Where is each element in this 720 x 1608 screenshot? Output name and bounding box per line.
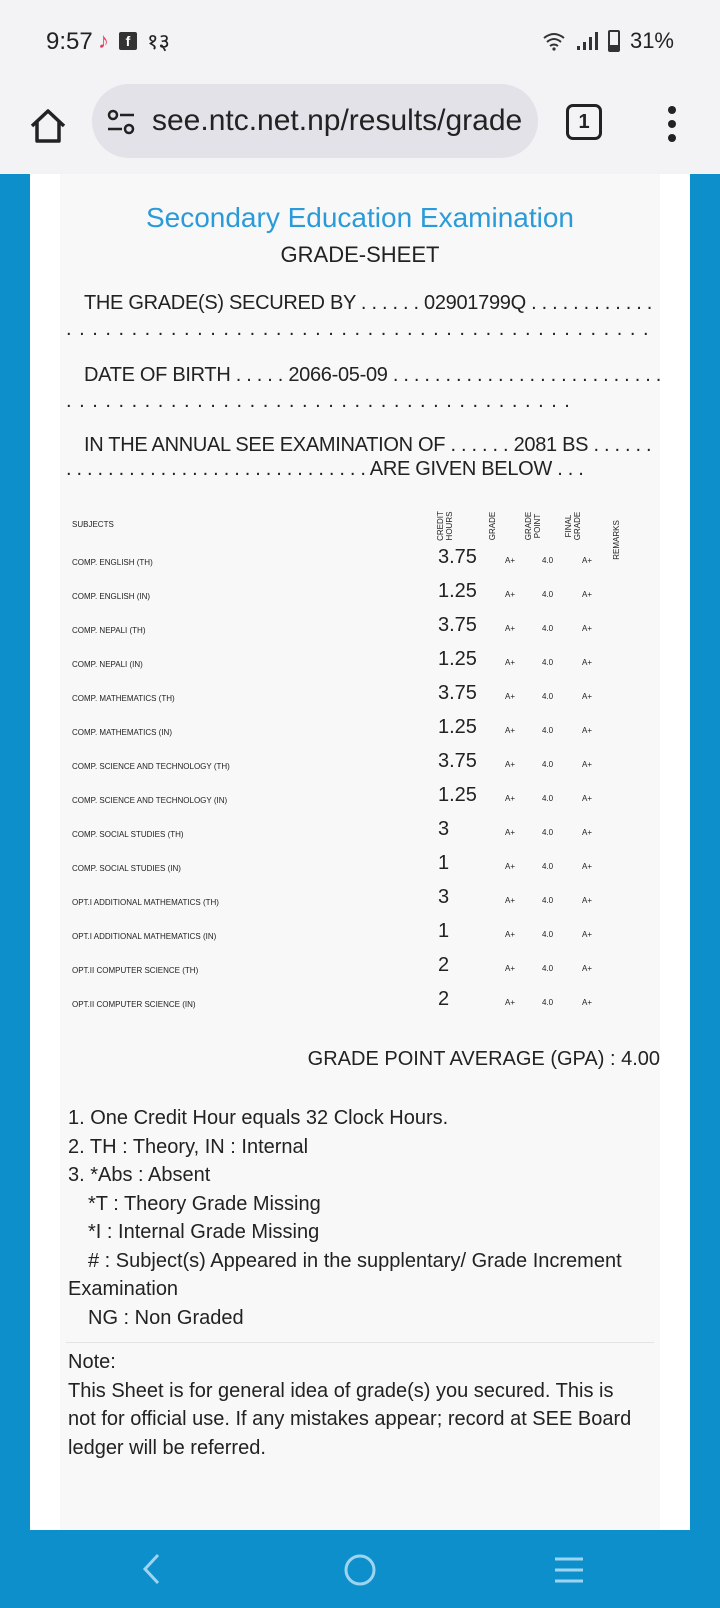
secured-by-label: THE GRADE(S) SECURED BY: [84, 292, 356, 314]
legend-line: Examination: [68, 1278, 179, 1300]
gpa-summary: GRADE POINT AVERAGE (GPA) : 4.00: [307, 1048, 660, 1070]
final-grade: A+: [582, 624, 593, 633]
grade-point: 4.0: [542, 964, 554, 973]
exam-year: 2081 BS: [513, 434, 589, 456]
table-row: [72, 616, 652, 650]
final-grade: A+: [582, 828, 593, 837]
final-grade: A+: [582, 726, 593, 735]
grade: A+: [505, 726, 516, 735]
dob-label: DATE OF BIRTH: [84, 364, 231, 386]
subject-name: COMP. SCIENCE AND TECHNOLOGY (TH): [72, 762, 230, 771]
grade: A+: [505, 862, 516, 871]
symbol-number: 02901799Q: [424, 292, 526, 314]
table-row: [72, 786, 652, 820]
credit-hours: 2: [438, 954, 450, 976]
disclaimer-note: [68, 1348, 643, 1462]
given-below-text: ARE GIVEN BELOW: [369, 458, 553, 480]
dob-line: DATE OF BIRTH . . . . . 2066-05-09 . . . . . . . . . . . . . . . . . . . . . . . . . .: [84, 364, 661, 386]
dotted-line: . . . . . . . . . . . . . . . . . . . . . . . . . . . . . . . . . . . . . . .: [66, 390, 571, 412]
table-row: [72, 684, 652, 718]
legend-line: 1. One Credit Hour equals 32 Clock Hours.: [68, 1107, 449, 1129]
table-row: [72, 854, 652, 888]
credit-hours: 1.25: [438, 648, 477, 670]
site-settings-icon[interactable]: [106, 108, 136, 136]
subject-name: COMP. ENGLISH (IN): [72, 592, 151, 601]
header-grade: GRADE: [488, 511, 497, 541]
grade-point: 4.0: [542, 658, 554, 667]
grade: A+: [505, 658, 516, 667]
credit-hours: 3.75: [438, 682, 477, 704]
table-row: [72, 582, 652, 616]
exam-line: IN THE ANNUAL SEE EXAMINATION OF . . . . . . 2081 BS . . . . . .: [84, 434, 652, 456]
table-row: [72, 956, 652, 990]
subject-name: COMP. NEPALI (IN): [72, 660, 143, 669]
browser-toolbar: [0, 84, 720, 174]
table-row: [72, 922, 652, 956]
final-grade: A+: [582, 964, 593, 973]
grade-point: 4.0: [542, 726, 554, 735]
credit-hours: 3.75: [438, 546, 477, 568]
facebook-icon: f: [119, 32, 137, 50]
exam-title: Secondary Education Examination: [145, 202, 575, 233]
status-time: 9:57: [46, 28, 93, 55]
table-row: [72, 548, 652, 582]
table-row: [72, 752, 652, 786]
grade: A+: [505, 556, 516, 565]
page-content: [30, 174, 690, 1530]
credit-hours: 1: [438, 920, 450, 942]
home-icon[interactable]: [26, 104, 70, 148]
credit-hours: 2: [438, 988, 450, 1010]
subject-name: COMP. MATHEMATICS (IN): [72, 728, 172, 737]
header-subjects: SUBJECTS: [72, 520, 114, 529]
credit-hours: 3.75: [438, 614, 477, 636]
table-row: [72, 990, 652, 1024]
dob-value: 2066-05-09: [288, 364, 388, 386]
final-grade: A+: [582, 794, 593, 803]
battery-icon: [608, 30, 620, 52]
note-title: Note:: [68, 1351, 116, 1373]
grade-point: 4.0: [542, 828, 554, 837]
subject-name: COMP. SCIENCE AND TECHNOLOGY (IN): [72, 796, 228, 805]
grade-point: 4.0: [542, 998, 554, 1007]
grade: A+: [505, 794, 516, 803]
url-text[interactable]: see.ntc.net.np/results/grade: [152, 104, 523, 137]
exam-label: IN THE ANNUAL SEE EXAMINATION OF: [84, 434, 446, 456]
credit-hours: 1.25: [438, 716, 477, 738]
grade-point: 4.0: [542, 556, 554, 565]
divider: [66, 1342, 654, 1343]
final-grade: A+: [582, 590, 593, 599]
final-grade: A+: [582, 658, 593, 667]
grade: A+: [505, 692, 516, 701]
more-options-icon[interactable]: [662, 102, 682, 146]
legend-line: 2. TH : Theory, IN : Internal: [68, 1135, 309, 1158]
grade: A+: [505, 930, 516, 939]
legend-line: *T : Theory Grade Missing: [88, 1192, 321, 1215]
grade-sheet: [60, 174, 660, 1530]
table-row: [72, 820, 652, 854]
credit-hours: 3: [438, 818, 450, 840]
subject-name: COMP. MATHEMATICS (TH): [72, 694, 175, 703]
subject-name: COMP. SOCIAL STUDIES (IN): [72, 864, 181, 873]
credit-hours: 1: [438, 852, 450, 874]
final-grade: A+: [582, 760, 593, 769]
grade-point: 4.0: [542, 930, 554, 939]
final-grade: A+: [582, 896, 593, 905]
header-credit-hours: CREDIT HOURS: [436, 511, 454, 541]
recents-icon[interactable]: [554, 1556, 584, 1584]
table-row: [72, 888, 652, 922]
subject-name: OPT.I ADDITIONAL MATHEMATICS (IN): [72, 932, 217, 941]
grade: A+: [505, 624, 516, 633]
back-icon[interactable]: [140, 1552, 164, 1586]
secured-by-line: THE GRADE(S) SECURED BY . . . . . . 02901799Q . . . . . . . . . . . .: [84, 292, 653, 314]
note-text: This Sheet is for general idea of grade(s) you secured. This is not for official use. If any mistakes appear; record at SEE Board ledger will be referred.: [68, 1379, 632, 1459]
grade-point: 4.0: [542, 862, 554, 871]
grade-sheet-heading: GRADE-SHEET: [280, 242, 440, 267]
final-grade: A+: [582, 998, 593, 1007]
legend-line: # : Subject(s) Appeared in the supplentary/ Grade Increment: [88, 1249, 622, 1272]
grade-point: 4.0: [542, 692, 554, 701]
subject-name: OPT.I ADDITIONAL MATHEMATICS (TH): [72, 898, 219, 907]
final-grade: A+: [582, 862, 593, 871]
battery-percent: 31%: [629, 28, 674, 53]
subject-name: COMP. NEPALI (TH): [72, 626, 146, 635]
header-remarks: REMARKS: [612, 520, 621, 560]
given-below-line: . . . . . . . . . . . . . . . . . . . . . . . . . . . . . ARE GIVEN BELOW . . .: [66, 458, 584, 480]
grade: A+: [505, 828, 516, 837]
grade: A+: [505, 590, 516, 599]
legend-line: *I : Internal Grade Missing: [88, 1221, 320, 1243]
table-row: [72, 650, 652, 684]
tiktok-icon: ♪: [98, 28, 109, 53]
signal-icon: [576, 31, 598, 51]
final-grade: A+: [582, 556, 593, 565]
status-bar: [0, 0, 720, 84]
grade: A+: [505, 760, 516, 769]
grade: A+: [505, 998, 516, 1007]
notification-13-icon: १३: [147, 29, 170, 54]
credit-hours: 3.75: [438, 750, 477, 772]
subject-name: COMP. SOCIAL STUDIES (TH): [72, 830, 184, 839]
credit-hours: 1.25: [438, 580, 477, 602]
grade-point: 4.0: [542, 794, 554, 803]
legend-line: 3. *Abs : Absent: [68, 1164, 211, 1186]
legend-line: NG : Non Graded: [88, 1306, 244, 1329]
final-grade: A+: [582, 930, 593, 939]
address-bar[interactable]: [92, 84, 538, 158]
home-circle-icon[interactable]: [342, 1552, 378, 1588]
system-navigation-bar: [0, 1530, 720, 1608]
final-grade: A+: [582, 692, 593, 701]
grade-point: 4.0: [542, 624, 554, 633]
grade-point: 4.0: [542, 590, 554, 599]
header-final-grade: FINAL GRADE: [564, 511, 582, 541]
dotted-line: . . . . . . . . . . . . . . . . . . . . . . . . . . . . . . . . . . . . . . . . . . . . .: [66, 318, 650, 340]
subject-name: COMP. ENGLISH (TH): [72, 558, 153, 567]
grade: A+: [505, 896, 516, 905]
grade: A+: [505, 964, 516, 973]
credit-hours: 3: [438, 886, 450, 908]
credit-hours: 1.25: [438, 784, 477, 806]
subject-name: OPT.II COMPUTER SCIENCE (IN): [72, 1000, 196, 1009]
header-grade-point: GRADE POINT: [524, 511, 542, 541]
subject-name: OPT.II COMPUTER SCIENCE (TH): [72, 966, 199, 975]
grade-point: 4.0: [542, 760, 554, 769]
grade-point: 4.0: [542, 896, 554, 905]
legend-notes: [68, 1104, 658, 1332]
table-row: [72, 718, 652, 752]
wifi-icon: [542, 31, 566, 51]
tab-switcher-button[interactable]: 1: [566, 104, 602, 140]
